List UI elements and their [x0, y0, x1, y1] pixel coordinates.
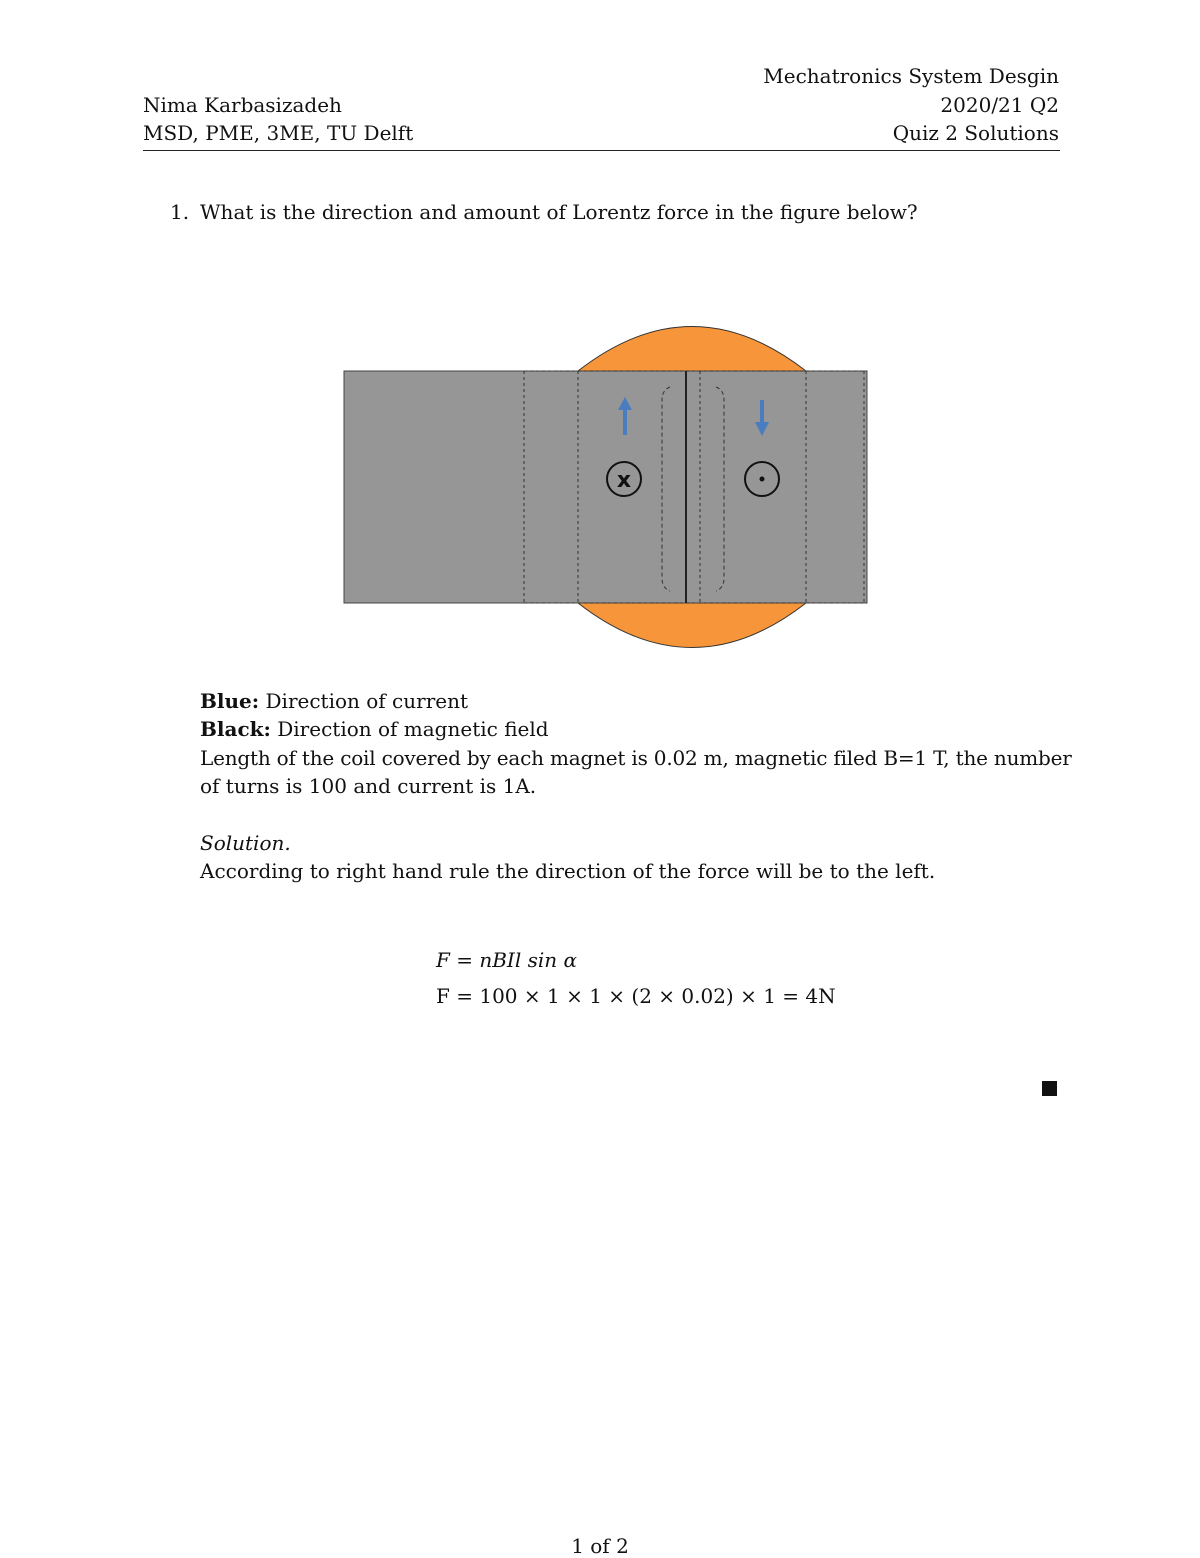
- legend-blue-text: Direction of current: [259, 689, 469, 713]
- solution-heading: Solution.: [200, 831, 291, 855]
- field-out-dot: [760, 477, 765, 482]
- given-line-1: Length of the coil covered by each magnet is 0.02 m, magnetic filed B=1 T, the number: [200, 746, 1072, 770]
- header-rule: [143, 150, 1060, 151]
- term-label: 2020/21 Q2: [940, 93, 1059, 117]
- affiliation: MSD, PME, 3ME, TU Delft: [143, 121, 414, 145]
- solution-text: According to right hand rule the direction of the force will be to the left.: [200, 859, 936, 883]
- question-text: What is the direction and amount of Lorentz force in the figure below?: [200, 200, 918, 224]
- given-line-2: of turns is 100 and current is 1A.: [200, 774, 537, 798]
- question-number: 1.: [170, 200, 190, 224]
- page-number: 1 of 2: [571, 1534, 629, 1558]
- bottom-magnet: [578, 603, 806, 648]
- legend-blue-label: Blue:: [200, 689, 260, 713]
- legend-black-text: Direction of magnetic field: [270, 717, 549, 741]
- qed-icon: [1042, 1081, 1057, 1096]
- equation-2: F = 100 × 1 × 1 × (2 × 0.02) × 1 = 4N: [436, 984, 836, 1008]
- equation-1: F = nBIl sin α: [436, 948, 577, 972]
- author-name: Nima Karbasizadeh: [143, 93, 342, 117]
- course-title: Mechatronics System Desgin: [763, 64, 1059, 88]
- legend-black-label: Black:: [200, 717, 271, 741]
- lorentz-force-figure: [340, 320, 872, 652]
- document-title: Quiz 2 Solutions: [892, 121, 1059, 145]
- top-magnet: [578, 327, 806, 372]
- coil-body: [344, 371, 867, 603]
- legend-black: [200, 717, 549, 741]
- field-into-symbol: x: [616, 468, 632, 493]
- legend-blue: [200, 689, 468, 713]
